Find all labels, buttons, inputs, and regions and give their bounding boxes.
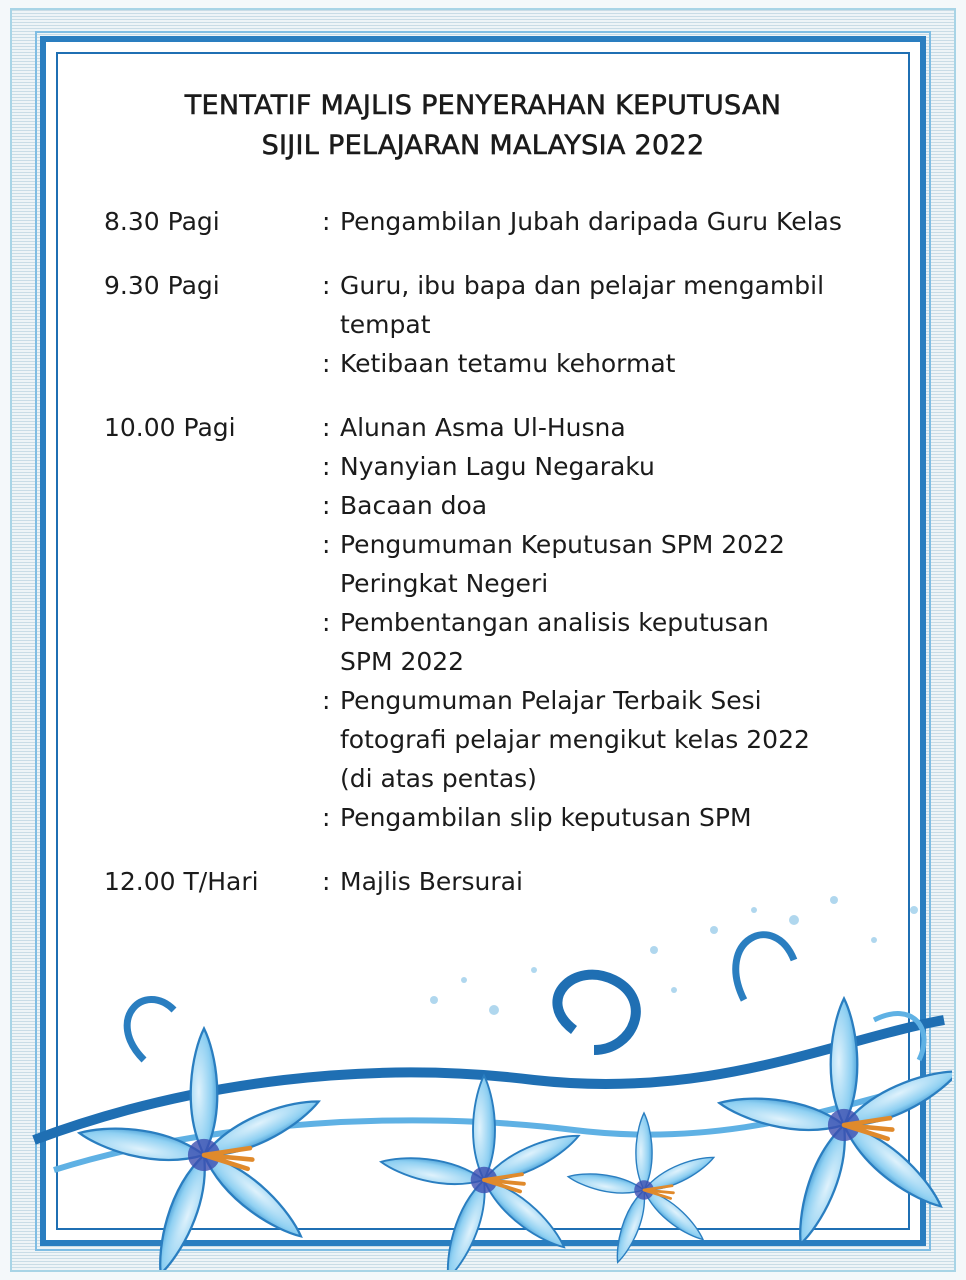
schedule-item-text: Guru, ibu bapa dan pelajar mengambil xyxy=(340,271,825,300)
item-colon: : xyxy=(322,349,331,378)
schedule-item-text: Nyanyian Lagu Negaraku xyxy=(340,452,655,481)
schedule-item-text: Bacaan doa xyxy=(340,491,488,520)
schedule-item-text: (di atas pentas) xyxy=(340,764,537,793)
schedule-item-text: SPM 2022 xyxy=(340,647,465,676)
schedule-item-text: Majlis Bersurai xyxy=(340,867,523,896)
schedule-item-text: Pengambilan slip keputusan SPM xyxy=(340,803,752,832)
schedule-time: 8.30 Pagi xyxy=(104,207,220,236)
schedule-item-text: Pembentangan analisis keputusan xyxy=(340,608,769,637)
item-colon: : xyxy=(322,803,331,832)
schedule-time: 10.00 Pagi xyxy=(104,413,236,442)
item-colon: : xyxy=(322,867,331,896)
schedule-item-text: Pengumuman Keputusan SPM 2022 xyxy=(340,530,785,559)
schedule-item-text: Pengambilan Jubah daripada Guru Kelas xyxy=(340,207,842,236)
title-line-1: TENTATIF MAJLIS PENYERAHAN KEPUTUSAN xyxy=(184,90,782,121)
schedule-item-text: tempat xyxy=(340,310,431,339)
schedule-item-text: Alunan Asma Ul-Husna xyxy=(340,413,626,442)
title-line-2: SIJIL PELAJARAN MALAYSIA 2022 xyxy=(261,130,705,161)
schedule-item-text: fotografi pelajar mengikut kelas 2022 xyxy=(340,725,810,754)
item-colon: : xyxy=(322,271,331,300)
schedule-item-text: Peringkat Negeri xyxy=(340,569,549,598)
floral-decoration xyxy=(14,880,952,1270)
item-colon: : xyxy=(322,530,331,559)
item-colon: : xyxy=(322,413,331,442)
schedule-item-text: Pengumuman Pelajar Terbaik Sesi xyxy=(340,686,762,715)
schedule-time: 12.00 T/Hari xyxy=(104,867,259,896)
item-colon: : xyxy=(322,491,331,520)
schedule-time: 9.30 Pagi xyxy=(104,271,220,300)
schedule-item-text: Ketibaan tetamu kehormat xyxy=(340,349,676,378)
item-colon: : xyxy=(322,686,331,715)
item-colon: : xyxy=(322,207,331,236)
item-colon: : xyxy=(322,608,331,637)
item-colon: : xyxy=(322,452,331,481)
